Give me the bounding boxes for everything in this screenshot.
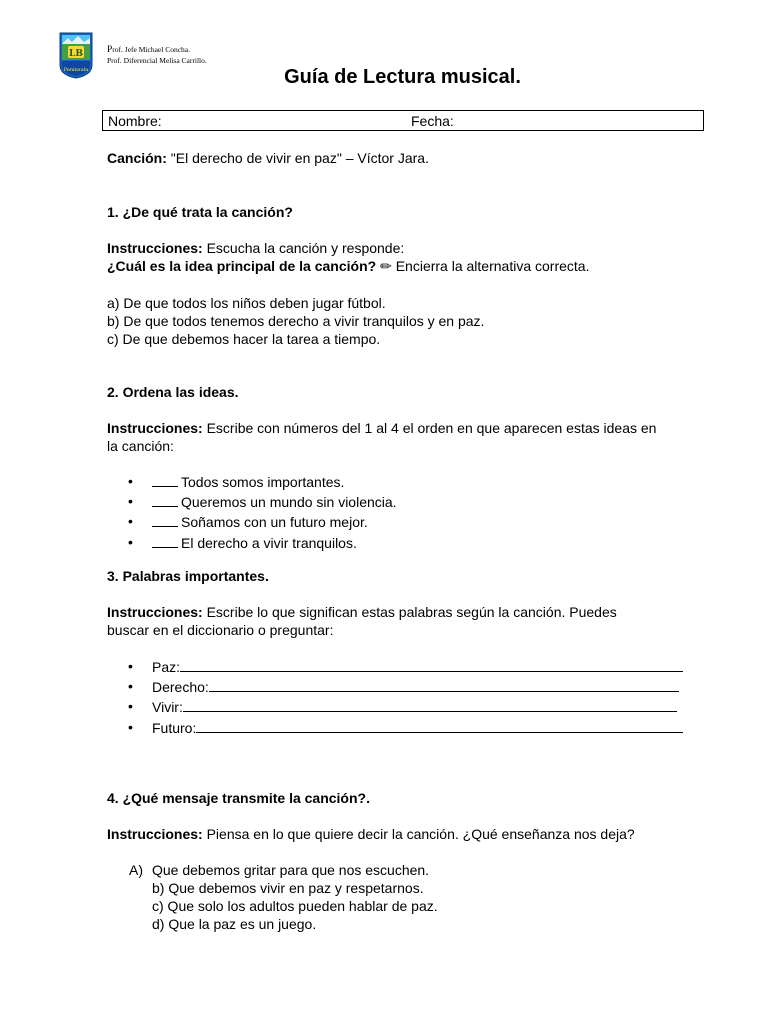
list-item: [107, 718, 683, 738]
q4-option-c: c) Que solo los adultos pueden hablar de paz.: [152, 898, 438, 914]
q1-tail: ✏ Encierra la alternativa correcta.: [380, 258, 590, 274]
q1-instructions: [107, 239, 589, 275]
page-title: Guía de Lectura musical.: [284, 66, 521, 88]
q2-heading: 2. Ordena las ideas.: [107, 384, 239, 400]
q3-instructions: [107, 603, 617, 639]
q1-instr-label: Instrucciones:: [107, 240, 203, 256]
q4-option-marker: A): [129, 862, 143, 878]
q4-instr-text: Piensa en lo que quiere decir la canción. ¿Qué enseñanza nos deja?: [206, 826, 635, 842]
q1-instr-text: Escucha la canción y responde:: [206, 240, 405, 256]
list-item: [107, 492, 397, 512]
word-label: Vivir:: [152, 699, 183, 716]
q3-instr-label: Instrucciones:: [107, 604, 203, 620]
prof1-name: rof. Jefe Michael Concha.: [112, 45, 190, 54]
q1-question: ¿Cuál es la idea principal de la canción?: [107, 258, 377, 274]
q4-heading: 4. ¿Qué mensaje transmite la canción?.: [107, 790, 370, 806]
q4-option-d: d) Que la paz es un juego.: [152, 916, 317, 932]
idea-text: Queremos un mundo sin violencia.: [181, 494, 397, 511]
q1-option-c: c) De que debemos hacer la tarea a tiempo.: [107, 331, 381, 347]
q4-option-a-text: Que debemos gritar para que nos escuchen.: [152, 862, 430, 878]
answer-blank[interactable]: [152, 512, 178, 527]
q1-option-a: a) De que todos los niños deben jugar fútbol.: [107, 295, 386, 311]
q3-instr-line2: buscar en el diccionario o preguntar:: [107, 622, 334, 638]
song-title: "El derecho de vivir en paz" – Víctor Jara.: [170, 150, 429, 166]
answer-line[interactable]: [209, 677, 679, 692]
list-item: [107, 657, 683, 677]
prof2-name: Prof. Diferencial Melisa Carrillo.: [107, 55, 207, 65]
answer-blank[interactable]: [152, 492, 178, 507]
list-item: [107, 697, 683, 717]
q2-instructions: [107, 419, 656, 455]
q4-instr-label: Instrucciones:: [107, 826, 203, 842]
prof1-initial: P: [107, 45, 113, 55]
answer-line[interactable]: [183, 697, 677, 712]
answer-blank[interactable]: [152, 533, 178, 548]
teacher-names: [107, 45, 207, 65]
q4-options: [152, 879, 438, 933]
list-item: [107, 472, 397, 492]
song-line: [107, 149, 429, 167]
nombre-label: Nombre:: [108, 113, 162, 129]
q1-options: [107, 294, 484, 348]
answer-line[interactable]: [180, 657, 683, 672]
idea-text: El derecho a vivir tranquilos.: [181, 534, 357, 551]
word-label: Futuro:: [152, 719, 197, 736]
song-label: Canción:: [107, 150, 167, 166]
word-label: Paz:: [152, 659, 181, 675]
logo-text: Peninsula: [63, 67, 89, 73]
list-item: [107, 512, 397, 532]
q4-instructions: [107, 825, 635, 843]
answer-blank[interactable]: [152, 472, 178, 487]
q2-instr-line2: la canción:: [107, 438, 174, 454]
q4-option-b: b) Que debemos vivir en paz y respetarnos.: [152, 880, 424, 896]
q2-list: [107, 472, 397, 553]
idea-text: Soñamos con un futuro mejor.: [181, 514, 368, 531]
q3-heading: 3. Palabras importantes.: [107, 568, 269, 584]
q4-option-first: [129, 861, 430, 879]
q2-instr-line1: Escribe con números del 1 al 4 el orden en que aparecen estas ideas en: [206, 420, 657, 436]
q1-option-b: b) De que todos tenemos derecho a vivir tranquilos y en paz.: [107, 313, 485, 329]
svg-text:LB: LB: [69, 49, 83, 59]
q2-instr-label: Instrucciones:: [107, 420, 203, 436]
fecha-label: Fecha:: [411, 113, 454, 129]
q3-list: [107, 657, 683, 738]
idea-text: Todos somos importantes.: [181, 474, 345, 490]
student-info-box: [102, 110, 704, 131]
list-item: [107, 677, 683, 697]
list-item: [107, 533, 397, 553]
q1-heading: 1. ¿De qué trata la canción?: [107, 204, 293, 220]
q3-instr-line1: Escribe lo que significan estas palabras según la canción. Puedes: [206, 604, 617, 620]
answer-line[interactable]: [196, 718, 683, 733]
word-label: Derecho:: [152, 679, 209, 696]
